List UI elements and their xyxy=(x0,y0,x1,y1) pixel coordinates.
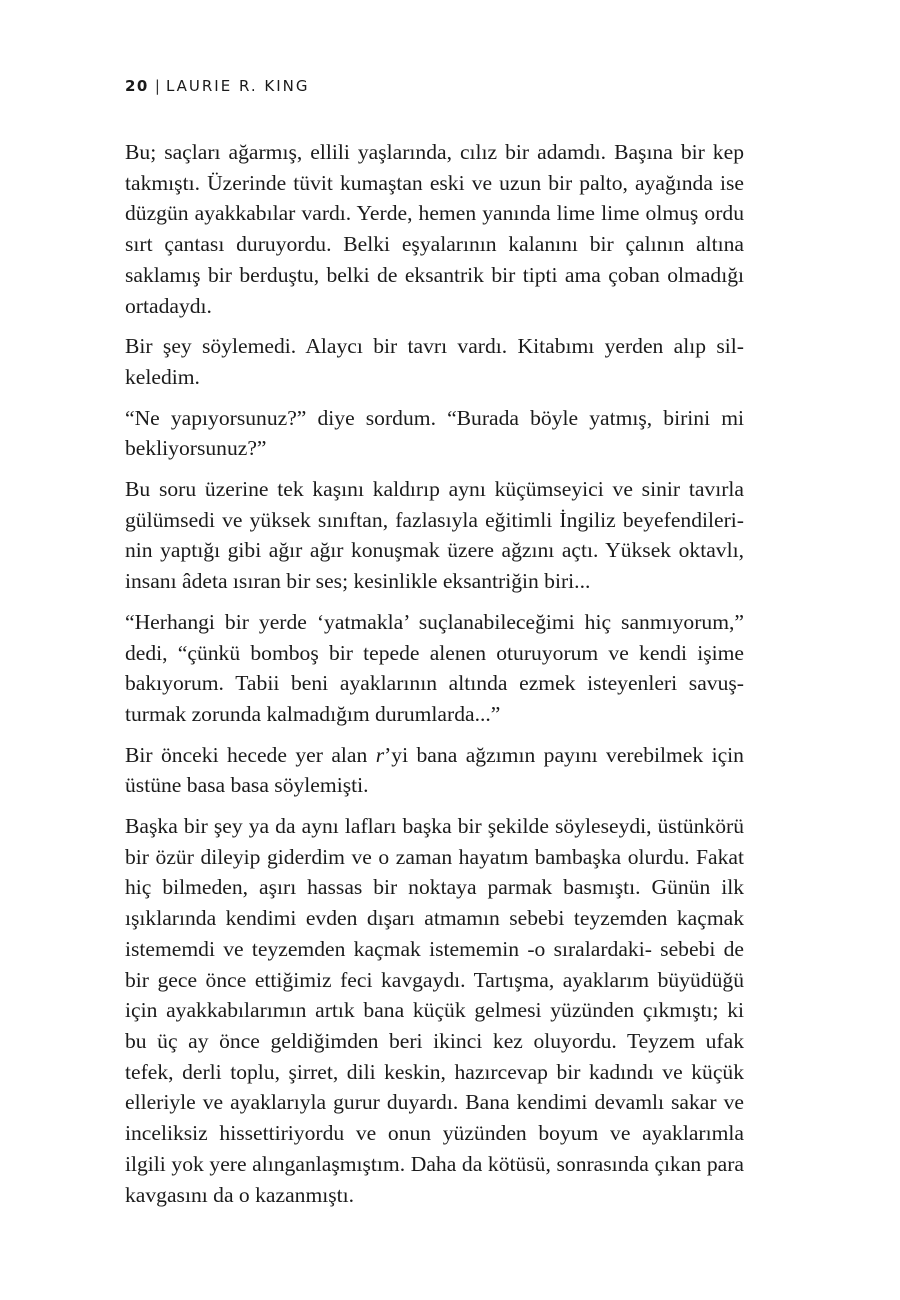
paragraph-6-before: Bir önceki hecede yer alan xyxy=(125,742,376,767)
running-header xyxy=(125,77,310,95)
author-name: LAURIE R. KING xyxy=(165,77,310,95)
header-separator: | xyxy=(154,77,160,95)
body-text xyxy=(125,137,744,1210)
paragraph-6-emphasis: r xyxy=(375,742,385,767)
paragraph-1: Bu; saçları ağarmış, ellili yaşlarında, cılız bir adamdı. Başına bir kep takmıştı. Üzerinde tüvit kumaştan eski ve uzun bir palto, ayağında ise düzgün ayakkabılar vardı. Yerde, hemen yanında lime lime olmuş ordu sırt çantası duruyordu. Belki eşyalarının kalanını bir çalının altına saklamış bir berduştu, belki de eksantrik bir tipti ama çoban olmadığı ortadaydı. xyxy=(125,140,744,318)
paragraph-7: Başka bir şey ya da aynı lafları başka bir şekilde söyleseydi, üstünkörü bir özür dileyip giderdim ve o zaman hayatım bambaşka olurdu. Fakat hiç bilmeden, aşırı hassas bir noktaya parmak basmıştı. Günün ilk ışıklarında kendimi evden dışarı atmamın sebebi teyzemden kaçmak istememdi ve teyzemden kaçmak istememin -o sıralardaki- sebebi de bir gece önce ettiğimiz feci kavgaydı. Tartışma, ayaklarım büyüdüğü için ayakkabılarımın artık bana küçük gelmesi yüzünden çıkmıştı; ki bu üç ay önce geldiğimden beri ikinci kez oluyordu. Teyzem ufak tefek, derli toplu, şirret, dili keskin, hazırcevap bir kadındı ve küçük elleriyle ve ayaklarıyla gurur duyardı. Bana kendimi devamlı sakar ve inceliksiz hissettiriyordu ve onun yüzünden boyum ve ayaklarımla ilgili yok yere alınganlaşmıştım. Daha da kötüsü, sonrasında çıkan para kavgasını da o kazanmıştı. xyxy=(125,814,744,1207)
paragraph-5: “Herhangi bir yerde ‘yatmakla’ suçlanabileceğimi hiç sanmıyorum,” dedi, “çünkü bomboş bir tepede alenen oturuyorum ve kendi işime bakıyorum. Tabii beni ayaklarının altında ezmek isteyenleri savuşturmak zorunda kalmadığım durumlarda...” xyxy=(125,609,744,726)
paragraph-6-after: ’yi bana ağzımın payını verebilmek için üstüne basa basa söylemişti. xyxy=(125,742,744,798)
paragraph-6 xyxy=(125,740,744,801)
paragraph-2: Bir şey söylemedi. Alaycı bir tavrı vardı. Kitabımı yerden alıp silkeledim. xyxy=(125,334,744,389)
paragraph-3: “Ne yapıyorsunuz?” diye sordum. “Burada böyle yatmış, birini mi bekliyorsunuz?” xyxy=(125,405,744,461)
paragraph-4: Bu soru üzerine tek kaşını kaldırıp aynı küçümseyici ve sinir tavırla gülümsedi ve yüksek sınıftan, fazlasıyla eğitimli İngiliz beyefendilerinin yaptığı gibi ağır ağır konuşmak üzere ağzını açtı. Yüksek oktavlı, insanı âdeta ısıran bir ses; kesinlikle eksantriğin biri... xyxy=(125,477,744,594)
page-number: 20 xyxy=(125,77,149,95)
